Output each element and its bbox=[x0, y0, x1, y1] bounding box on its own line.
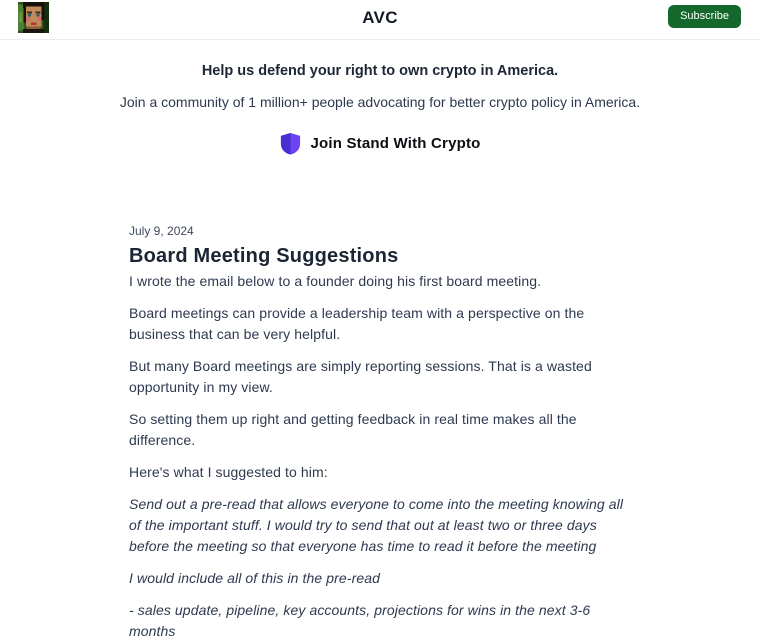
post-paragraph: I wrote the email below to a founder doing his first board meeting. bbox=[129, 272, 542, 289]
join-stand-with-crypto-link[interactable] bbox=[279, 128, 480, 158]
post-date: July 9, 2024 bbox=[129, 223, 194, 238]
shield-icon bbox=[279, 132, 302, 155]
post-article bbox=[129, 224, 631, 642]
banner-subtext: Join a community of 1 million+ people advocating for better crypto policy in America. bbox=[119, 94, 641, 110]
post-paragraph: Board meetings can provide a leadership team with a perspective on the business that can be very helpful. bbox=[129, 304, 585, 342]
post-title[interactable]: Board Meeting Suggestions bbox=[129, 244, 399, 267]
post-paragraph: But many Board meetings are simply reporting sessions. That is a wasted opportunity in my view. bbox=[129, 357, 592, 395]
post-paragraph: - sales update, pipeline, key accounts, projections for wins in the next 3-6 months bbox=[129, 601, 591, 639]
subscribe-button[interactable]: Subscribe bbox=[668, 5, 741, 28]
join-stand-with-crypto-label: Join Stand With Crypto bbox=[310, 134, 481, 152]
post-paragraph: Send out a pre-read that allows everyone to come into the meeting knowing all of the important stuff. I would try to send that out at least two or three days before the meeting so that everyone has time to read it before the meeting bbox=[129, 495, 624, 554]
post-body bbox=[129, 271, 631, 642]
site-title[interactable]: AVC bbox=[362, 8, 398, 27]
post-paragraph: So setting them up right and getting feedback in real time makes all the difference. bbox=[129, 410, 577, 448]
post-paragraph: Here's what I suggested to him: bbox=[129, 463, 328, 480]
banner-headline: Help us defend your right to own crypto in America. bbox=[201, 63, 559, 79]
post-paragraph: I would include all of this in the pre-read bbox=[129, 569, 380, 586]
site-header bbox=[0, 0, 760, 40]
crypto-banner bbox=[0, 40, 760, 160]
